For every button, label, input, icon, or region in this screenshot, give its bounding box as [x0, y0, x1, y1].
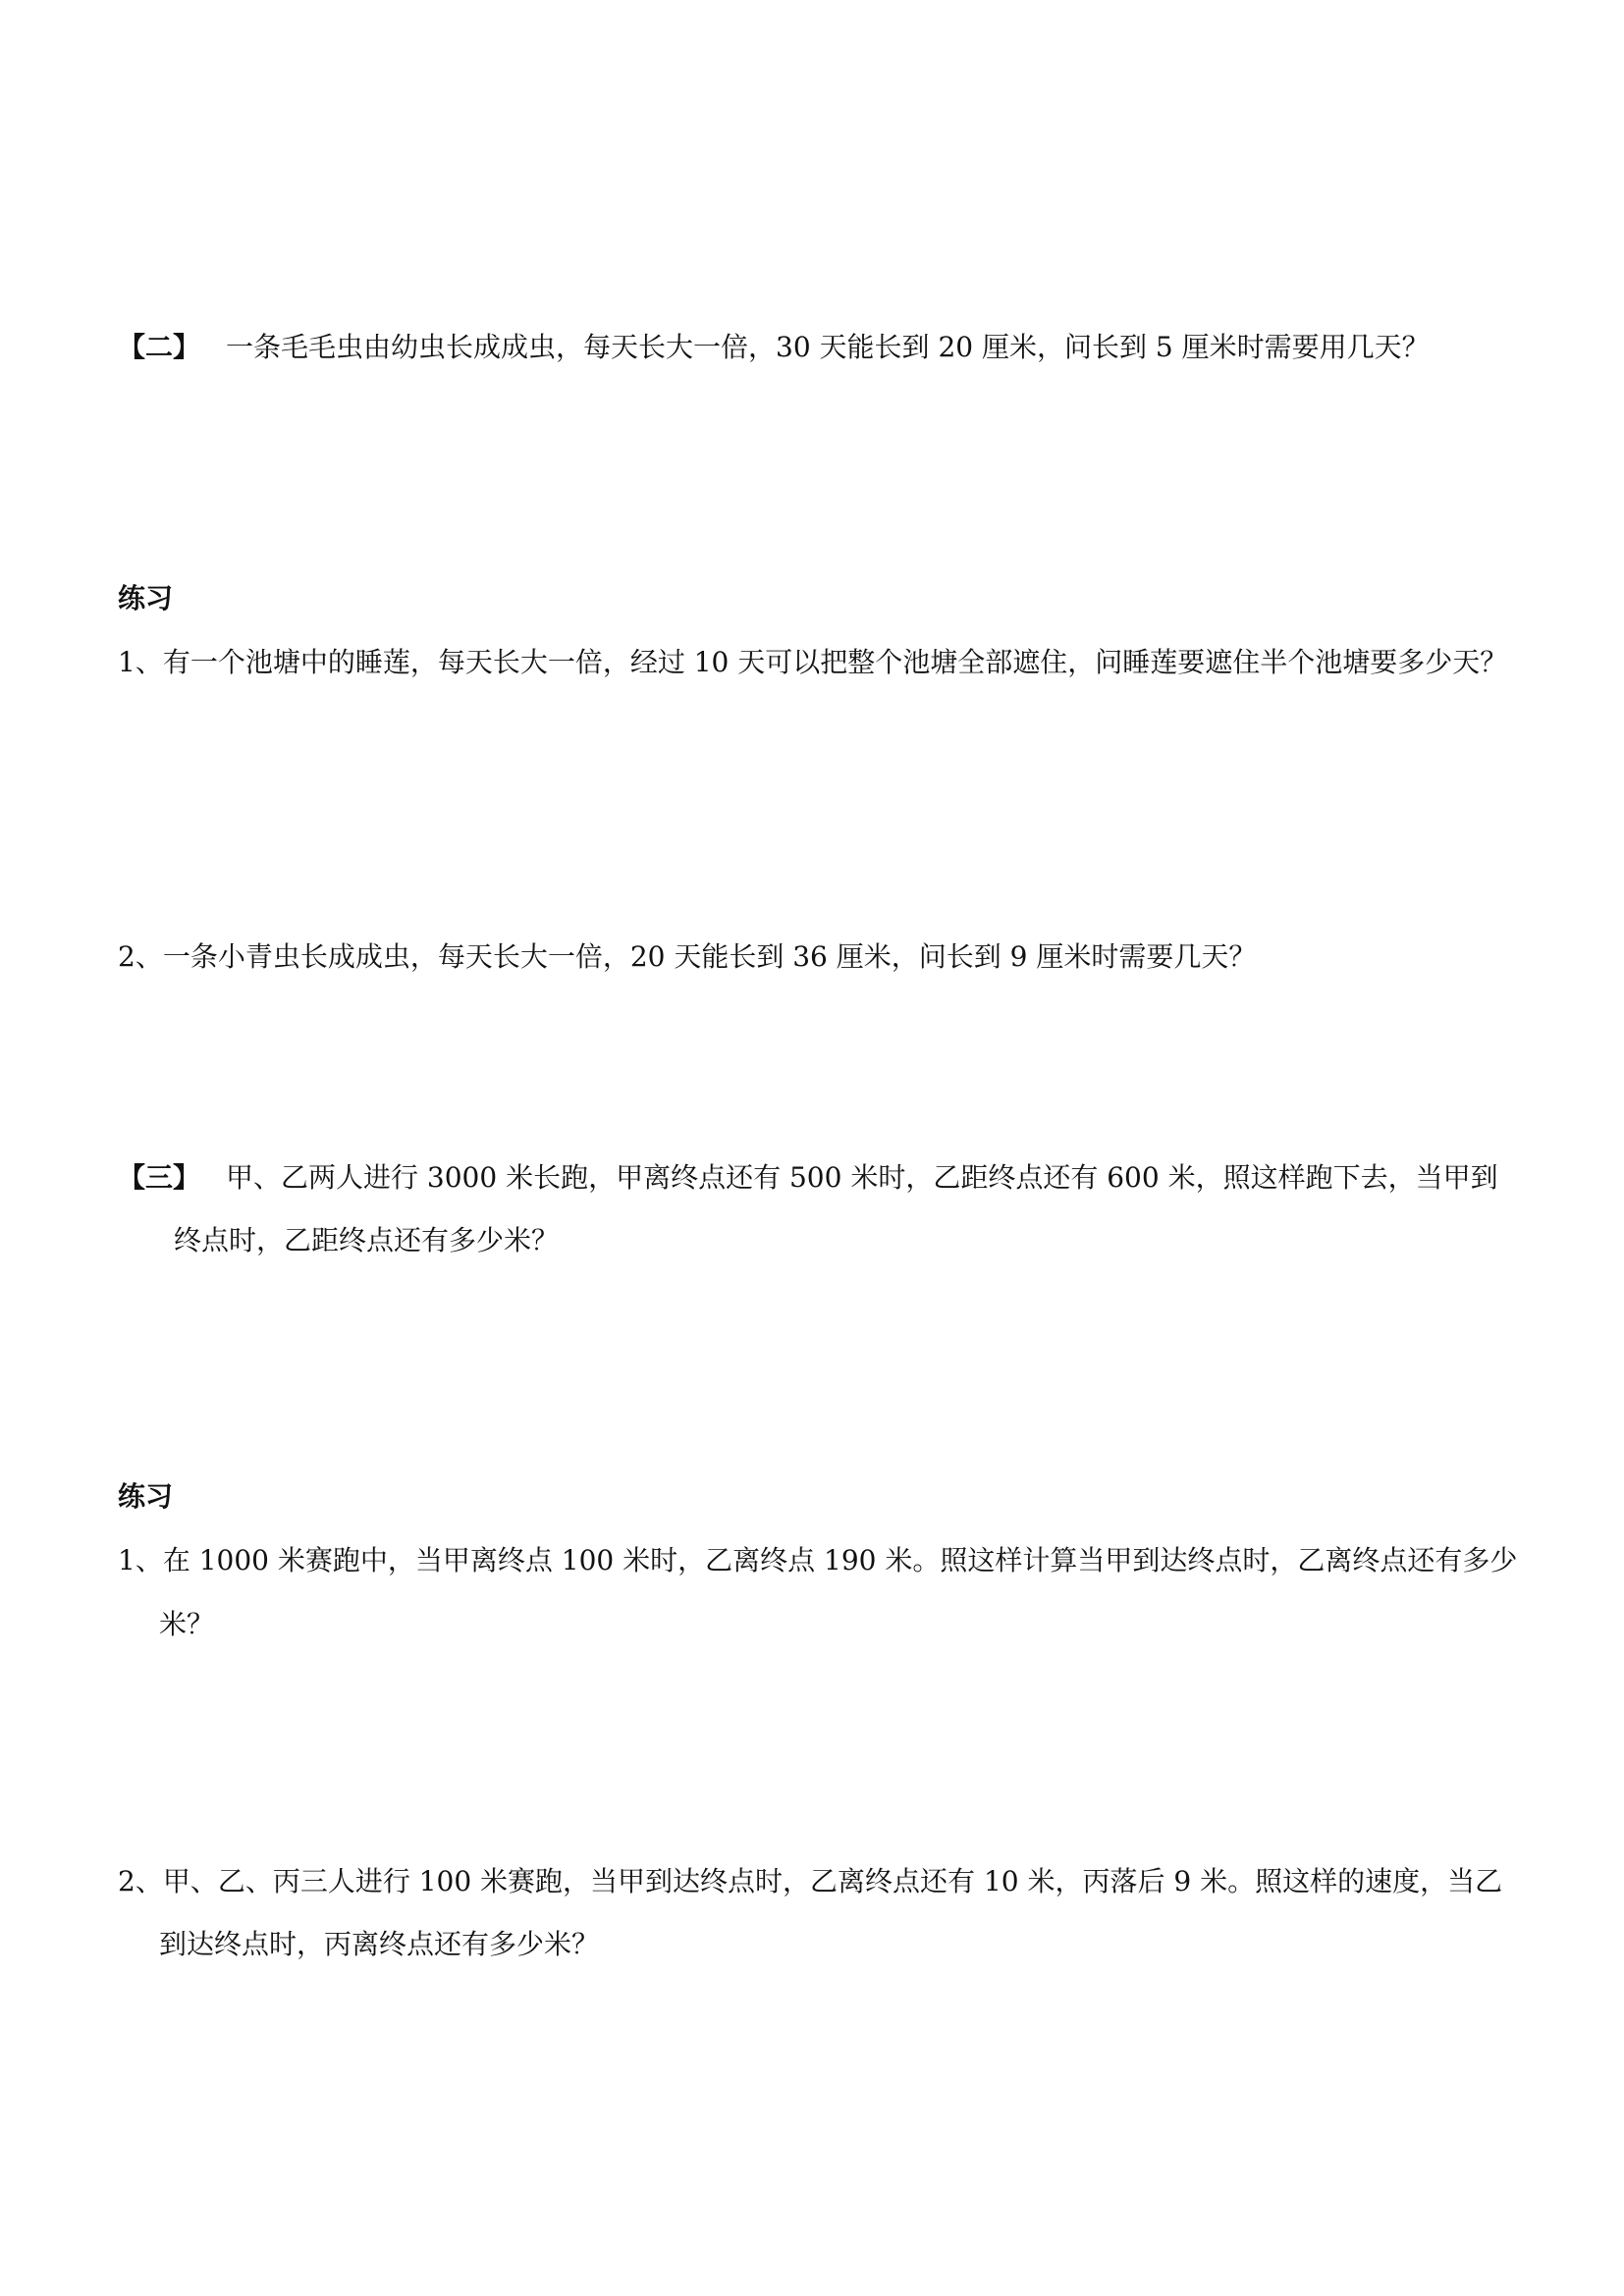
practice-heading: 练习 — [118, 582, 174, 614]
practice-question-continued: 到达终点时，丙离终点还有多少米？ — [159, 1928, 600, 1960]
example-text-continued: 终点时，乙距终点还有多少米？ — [174, 1224, 560, 1256]
practice-question: 1、在 1000 米赛跑中，当甲离终点 100 米时，乙离终点 190 米。照这样计算当甲到达终点时，乙离终点还有多少 — [118, 1544, 1518, 1576]
example-text: 甲、乙两人进行 3000 米长跑，甲离终点还有 500 米时，乙距终点还有 600 米，照这样跑下去，当甲到 — [226, 1161, 1498, 1194]
example-text: 一条毛毛虫由幼虫长成成虫，每天长大一倍，30 天能长到 20 厘米，问长到 5 厘米时需要用几天？ — [226, 331, 1430, 363]
practice-question: 2、甲、乙、丙三人进行 100 米赛跑，当甲到达终点时，乙离终点还有 10 米，丙落后 9 米。照这样的速度，当乙 — [118, 1865, 1503, 1897]
example-label: 【二】 — [118, 331, 201, 363]
practice-question-continued: 米？ — [159, 1608, 215, 1640]
practice-question: 2、一条小青虫长成成虫，每天长大一倍，20 天能长到 36 厘米，问长到 9 厘米时需要几天？ — [118, 940, 1257, 973]
example-label: 【三】 — [118, 1161, 201, 1194]
example-two — [118, 331, 1430, 363]
practice-heading: 练习 — [118, 1480, 174, 1513]
example-three — [118, 1161, 1498, 1194]
practice-question: 1、有一个池塘中的睡莲，每天长大一倍，经过 10 天可以把整个池塘全部遮住，问睡莲要遮住半个池塘要多少天？ — [118, 646, 1508, 678]
